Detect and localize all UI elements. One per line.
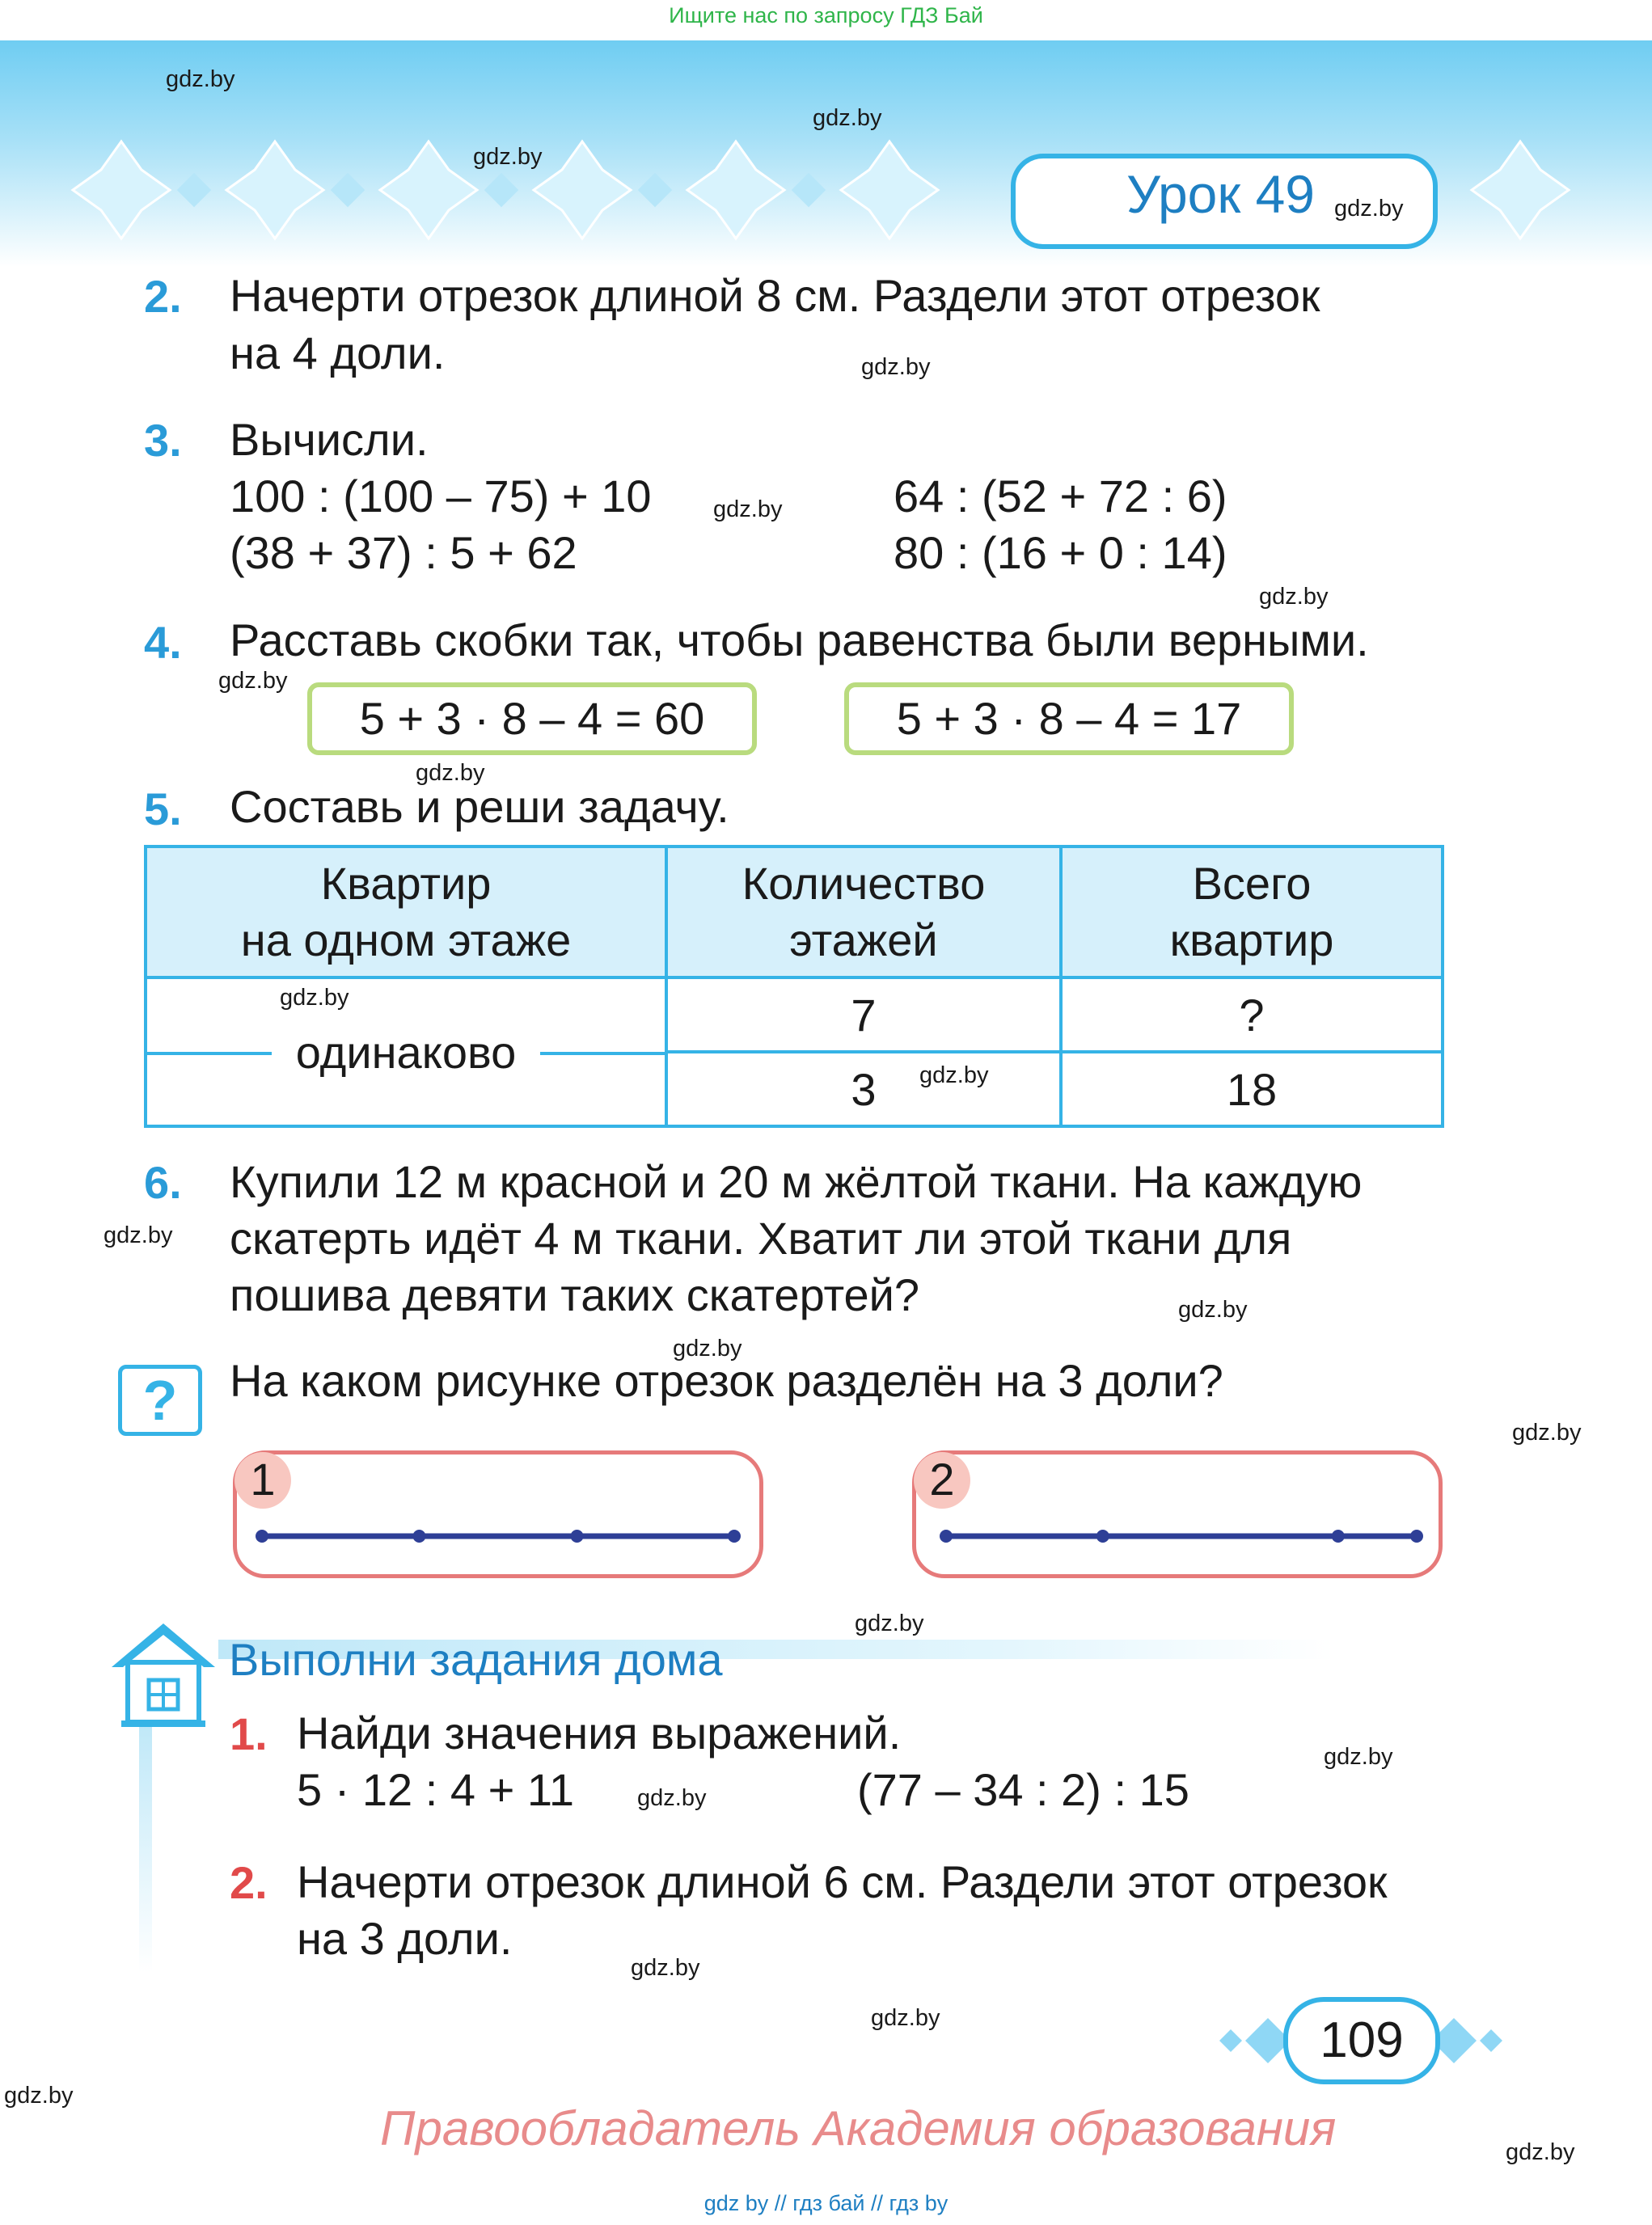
ornament-right-icon <box>1468 137 1573 243</box>
bottom-links[interactable]: gdz by // гдз бай // гдз by <box>703 2191 949 2215</box>
task2-line: Начерти отрезок длиной 8 см. Раздели этот отрезок <box>230 270 1320 321</box>
equation-box: 5 + 3 · 8 – 4 = 60 <box>307 682 757 755</box>
watermark: gdz.by <box>218 668 288 694</box>
watermark: gdz.by <box>473 144 543 170</box>
task5-table <box>144 845 1444 1128</box>
expression: 100 : (100 – 75) + 10 <box>230 471 652 521</box>
segment-drawing <box>912 1450 1443 1578</box>
watermark: gdz.by <box>1259 584 1329 610</box>
watermark: gdz.by <box>631 1955 700 1981</box>
segment-point <box>728 1530 741 1543</box>
watermark: gdz.by <box>713 496 783 522</box>
segment-point <box>256 1530 268 1543</box>
watermark: gdz.by <box>861 354 931 380</box>
watermark: gdz.by <box>416 760 485 786</box>
homework-task2-line: на 3 доли. <box>297 1913 513 1964</box>
house-icon <box>107 1617 220 1730</box>
task-number: 4. <box>144 617 182 668</box>
task6-line: пошива девяти таких скатертей? <box>230 1269 920 1320</box>
task-number: 5. <box>144 783 182 834</box>
option-number: 1 <box>234 1452 291 1509</box>
segment-point <box>571 1530 584 1543</box>
page-number: 109 <box>1283 1997 1440 2084</box>
task-number: 6. <box>144 1157 182 1208</box>
homework-title: Выполни задания дома <box>229 1634 723 1685</box>
watermark: gdz.by <box>673 1336 742 1362</box>
watermark: gdz.by <box>166 66 235 92</box>
equation-box: 5 + 3 · 8 – 4 = 17 <box>844 682 1294 755</box>
expression: (38 + 37) : 5 + 62 <box>230 527 577 578</box>
watermark: gdz.by <box>813 105 882 131</box>
expression: 64 : (52 + 72 : 6) <box>894 471 1227 521</box>
segment-point <box>1410 1530 1423 1543</box>
task4-text: Расставь скобки так, чтобы равенства были верными. <box>230 614 1369 665</box>
segment-point <box>1096 1530 1109 1543</box>
homework-stem <box>139 1722 152 1973</box>
table-header: Квартир на одном этаже <box>146 847 666 977</box>
expression: (77 – 34 : 2) : 15 <box>857 1764 1189 1815</box>
watermark: gdz.by <box>1178 1297 1248 1323</box>
watermark: gdz.by <box>1334 196 1404 222</box>
watermark: gdz.by <box>637 1785 707 1811</box>
expression: 80 : (16 + 0 : 14) <box>894 527 1227 578</box>
task3-title: Вычисли. <box>230 414 429 465</box>
watermark: gdz.by <box>1324 1744 1393 1770</box>
table-cell: ? <box>1061 977 1443 1052</box>
watermark: gdz.by <box>871 2005 940 2031</box>
task2-line: на 4 доли. <box>230 327 446 378</box>
expression: 5 · 12 : 4 + 11 <box>297 1764 574 1815</box>
table-cell: 7 <box>666 977 1061 1052</box>
watermark: gdz.by <box>1512 1420 1582 1446</box>
watermark: gdz.by <box>280 985 349 1011</box>
table-cell: 18 <box>1061 1052 1443 1126</box>
task5-text: Составь и реши задачу. <box>230 781 729 832</box>
table-header: Всего квартир <box>1061 847 1443 977</box>
segment-point <box>412 1530 425 1543</box>
merged-cell: одинаково <box>146 977 666 1126</box>
homework-task1-text: Найди значения выражений. <box>297 1708 902 1758</box>
task-number: 2. <box>144 271 182 322</box>
task6-line: скатерть идёт 4 м ткани. Хватит ли этой ткани для <box>230 1213 1292 1264</box>
task-number: 1. <box>230 1708 268 1759</box>
question-icon: ? <box>118 1365 202 1436</box>
question-text: На каком рисунке отрезок разделён на 3 доли? <box>230 1355 1223 1406</box>
watermark: gdz.by <box>1506 2139 1575 2165</box>
lesson-title: Урок 49 <box>1126 164 1315 224</box>
table-cell: 3 <box>666 1052 1061 1126</box>
segment-point <box>1332 1530 1345 1543</box>
watermark: gdz.by <box>104 1222 173 1248</box>
segment-point <box>940 1530 953 1543</box>
task-number: 2. <box>230 1857 268 1908</box>
option-number: 2 <box>914 1452 970 1509</box>
task6-line: Купили 12 м красной и 20 м жёлтой ткани. На каждую <box>230 1156 1363 1207</box>
table-header: Количество этажей <box>666 847 1061 977</box>
watermark: gdz.by <box>4 2083 74 2109</box>
task-number: 3. <box>144 415 182 466</box>
top-notice[interactable]: Ищите нас по запросу ГДЗ Бай <box>669 3 983 27</box>
watermark: gdz.by <box>855 1611 924 1636</box>
watermark: gdz.by <box>919 1062 989 1088</box>
homework-task2-line: Начерти отрезок длиной 6 см. Раздели этот отрезок <box>297 1856 1388 1907</box>
copyright-notice: Правообладатель Академия образования <box>380 2101 1337 2155</box>
segment-drawing <box>233 1450 763 1578</box>
